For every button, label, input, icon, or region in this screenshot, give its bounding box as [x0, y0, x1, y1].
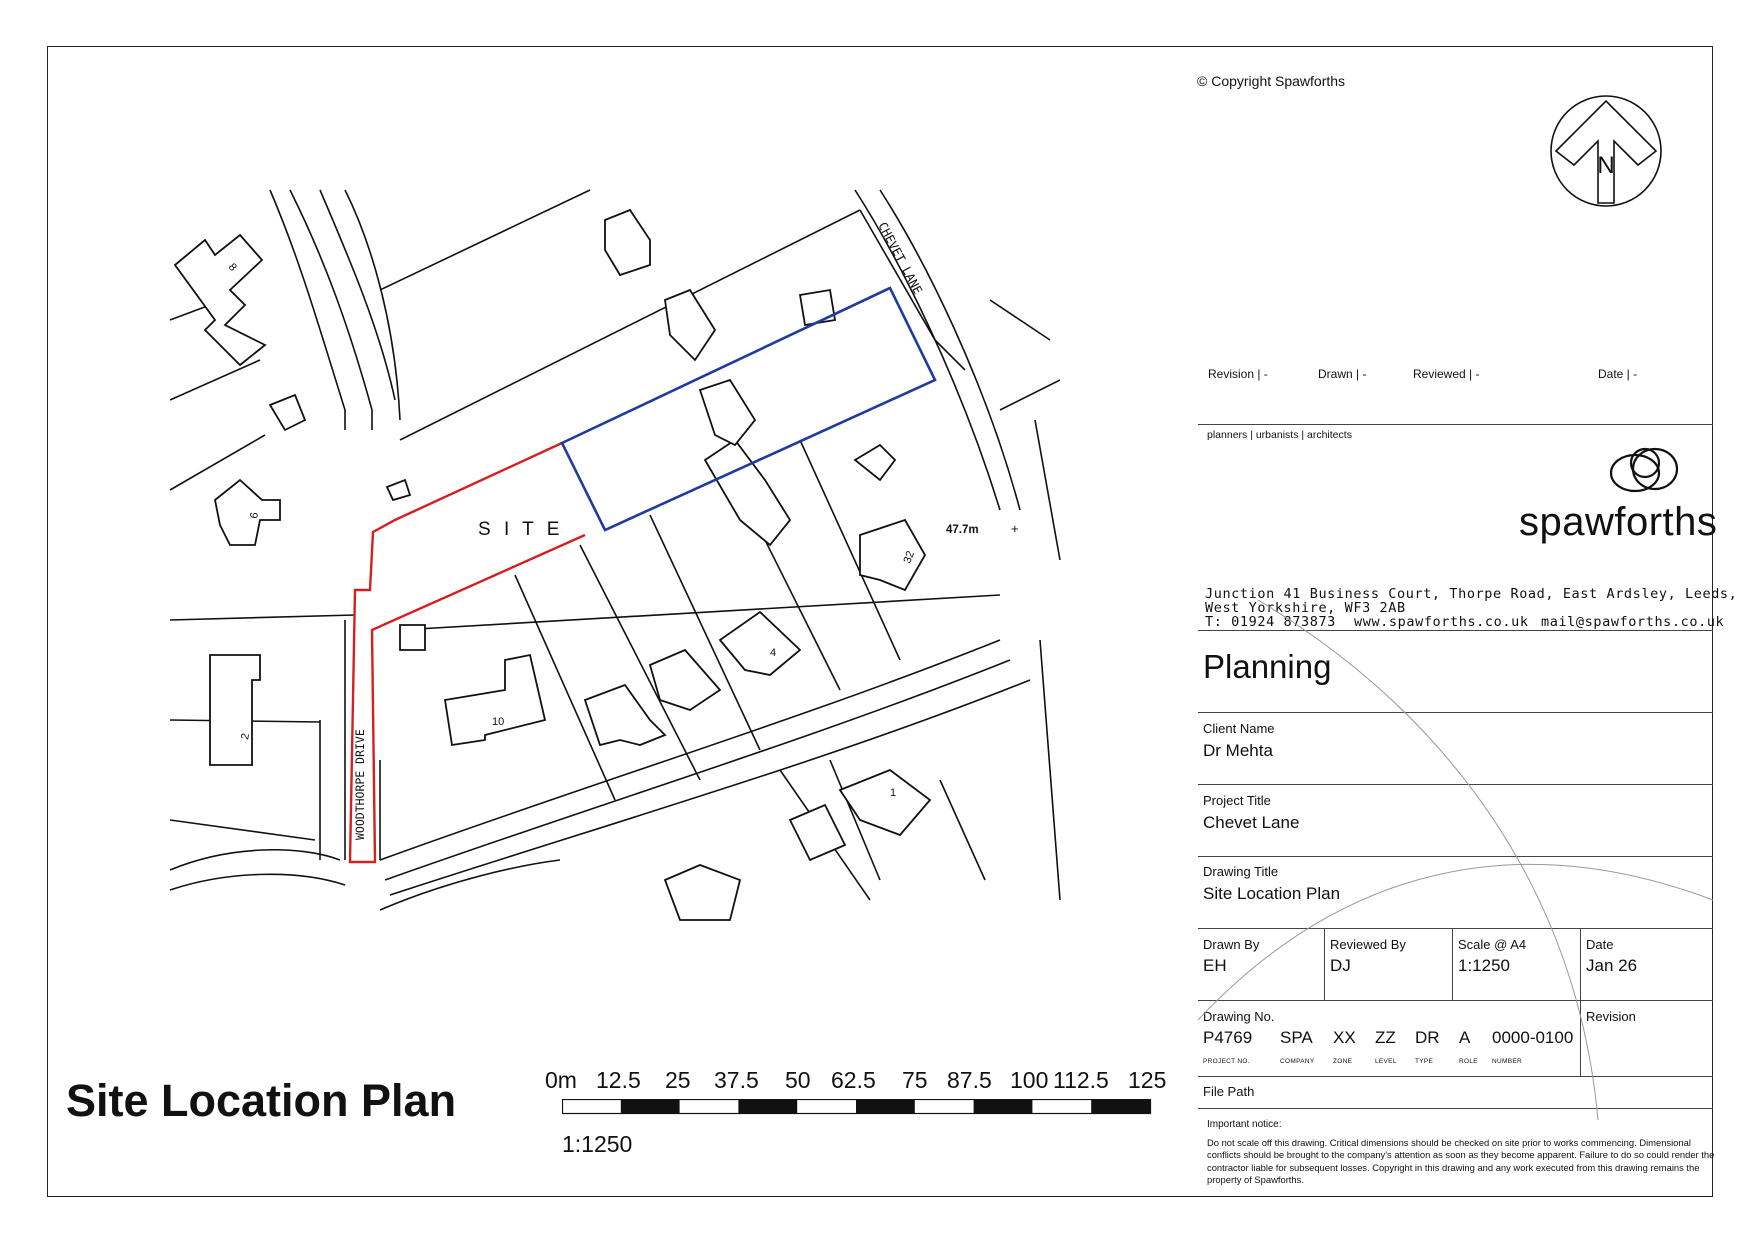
date-value: Jan 26	[1586, 956, 1638, 975]
house-2-footprint	[210, 655, 260, 765]
email-text: mail@spawforths.co.uk	[1541, 614, 1725, 630]
caption-company: COMPANY	[1280, 1058, 1315, 1065]
house-footprint	[585, 685, 665, 745]
address-line-1: Junction 41 Business Court, Thorpe Road, East Ardsley, Leeds,	[1205, 586, 1738, 602]
north-label: N	[1597, 152, 1615, 179]
drawing-no-role: A	[1459, 1028, 1471, 1047]
phone-text: T: 01924 873873	[1205, 614, 1336, 630]
date-field: Date | -	[1598, 367, 1638, 381]
scale-ratio: 1:1250	[562, 1131, 633, 1157]
scale-tick-8: 100	[1010, 1067, 1049, 1093]
spawforths-logo-icon	[1605, 443, 1685, 503]
drawn-by-value: EH	[1203, 956, 1227, 975]
client-value: Dr Mehta	[1203, 741, 1273, 760]
revision-label: Revision	[1586, 1009, 1636, 1024]
address-line-2: West Yorkshire, WF3 2AB	[1205, 600, 1406, 616]
house-number-1: 1	[890, 787, 897, 799]
chevet-lane-label: CHEVET LANE	[875, 219, 926, 297]
copyright-text: © Copyright Spawforths	[1197, 73, 1346, 89]
house-4-footprint	[720, 612, 800, 675]
scale-tick-1: 12.5	[596, 1067, 641, 1093]
house-number-8: 8	[225, 261, 239, 274]
caption-number: NUMBER	[1492, 1058, 1522, 1065]
scale-tick-9: 112.5	[1053, 1067, 1109, 1093]
spot-height-label: 47.7m	[946, 524, 979, 536]
reviewed-by-value: DJ	[1330, 956, 1351, 975]
scale-tick-10: 125	[1128, 1067, 1167, 1093]
scale-tick-5: 62.5	[831, 1067, 876, 1093]
drawn-field: Drawn | -	[1318, 367, 1367, 381]
caption-type: TYPE	[1415, 1058, 1434, 1065]
drawing-no-level: ZZ	[1375, 1028, 1396, 1047]
drawing-title-label: Drawing Title	[1203, 864, 1279, 879]
outbuilding	[855, 445, 895, 480]
drawing-stage: Planning	[1203, 648, 1332, 685]
date-label: Date	[1586, 937, 1614, 952]
client-label: Client Name	[1203, 721, 1275, 736]
scale-tick-6: 75	[902, 1067, 928, 1093]
project-value: Chevet Lane	[1203, 813, 1300, 832]
revision-field: Revision | -	[1208, 367, 1268, 381]
company-tagline: planners | urbanists | architects	[1207, 429, 1352, 441]
drawing-title-value: Site Location Plan	[1203, 884, 1341, 903]
house-number-6: 6	[248, 511, 262, 520]
house-1-footprint	[840, 770, 930, 835]
house-footprint	[665, 290, 715, 360]
caption-role: ROLE	[1459, 1058, 1478, 1065]
house-footprint	[605, 210, 650, 275]
divider	[1198, 424, 1713, 425]
scale-value: 1:1250	[1458, 956, 1510, 975]
house-number-4: 4	[770, 647, 777, 659]
house-8-footprint	[175, 235, 265, 365]
caption-zone: ZONE	[1333, 1058, 1353, 1065]
decorative-arc	[1198, 600, 1713, 1120]
scale-tick-4: 50	[785, 1067, 811, 1093]
outbuilding	[400, 625, 425, 650]
house-6-footprint	[215, 480, 280, 545]
house-footprint	[705, 440, 790, 545]
website-text: www.spawforths.co.uk	[1354, 614, 1529, 630]
house-number-32: 32	[901, 549, 918, 566]
drawing-no-type: DR	[1415, 1028, 1440, 1047]
reviewed-field: Reviewed | -	[1413, 367, 1480, 381]
caption-project-no: PROJECT NO.	[1203, 1058, 1250, 1065]
drawn-by-label: Drawn By	[1203, 937, 1260, 952]
scale-tick-7: 87.5	[947, 1067, 992, 1093]
drawing-no-number: 0000-0100	[1492, 1028, 1574, 1047]
benchmark-cross: +	[1011, 521, 1019, 536]
house-footprint	[700, 380, 755, 445]
notice-body: Do not scale off this drawing. Critical dimensions should be checked on site prior to works commencing. Dimensional conflicts should be brought to the company's attention as soon as they become apparent. Failure to do so could render the contractor liable for subsequent losses. Copyright in this drawing and any work executed from this drawing remains the property of Spawforths.	[1207, 1137, 1715, 1185]
caption-level: LEVEL	[1375, 1058, 1397, 1065]
file-path-label: File Path	[1203, 1084, 1255, 1099]
buildings	[175, 210, 930, 920]
scale-tick-3: 37.5	[714, 1067, 759, 1093]
drawing-no-zone: XX	[1333, 1028, 1356, 1047]
project-label: Project Title	[1203, 793, 1271, 808]
north-arrow-icon	[1548, 93, 1664, 209]
outbuilding	[270, 395, 305, 430]
woodthorpe-drive-label: WOODTHORPE DRIVE	[353, 729, 367, 840]
reviewed-by-label: Reviewed By	[1330, 937, 1406, 952]
site-label: S I T E	[478, 519, 564, 540]
house-footprint	[665, 865, 740, 920]
scale-label: Scale @ A4	[1458, 937, 1527, 952]
house-footprint	[650, 650, 720, 710]
scale-bar	[562, 1099, 1152, 1115]
outbuilding	[387, 480, 410, 500]
scale-tick-0: 0m	[545, 1067, 577, 1093]
company-name: spawforths	[1519, 500, 1718, 544]
drawing-title-large: Site Location Plan	[66, 1075, 457, 1126]
drawing-no-project: P4769	[1203, 1028, 1253, 1047]
drawing-no-company: SPA	[1280, 1028, 1313, 1047]
outbuilding	[800, 290, 835, 325]
house-10-footprint	[445, 655, 545, 745]
scale-tick-2: 25	[665, 1067, 691, 1093]
house-number-2: 2	[239, 732, 253, 741]
notice-heading: Important notice:	[1207, 1119, 1282, 1130]
drawing-no-label: Drawing No.	[1203, 1009, 1275, 1024]
house-number-10: 10	[492, 716, 505, 728]
